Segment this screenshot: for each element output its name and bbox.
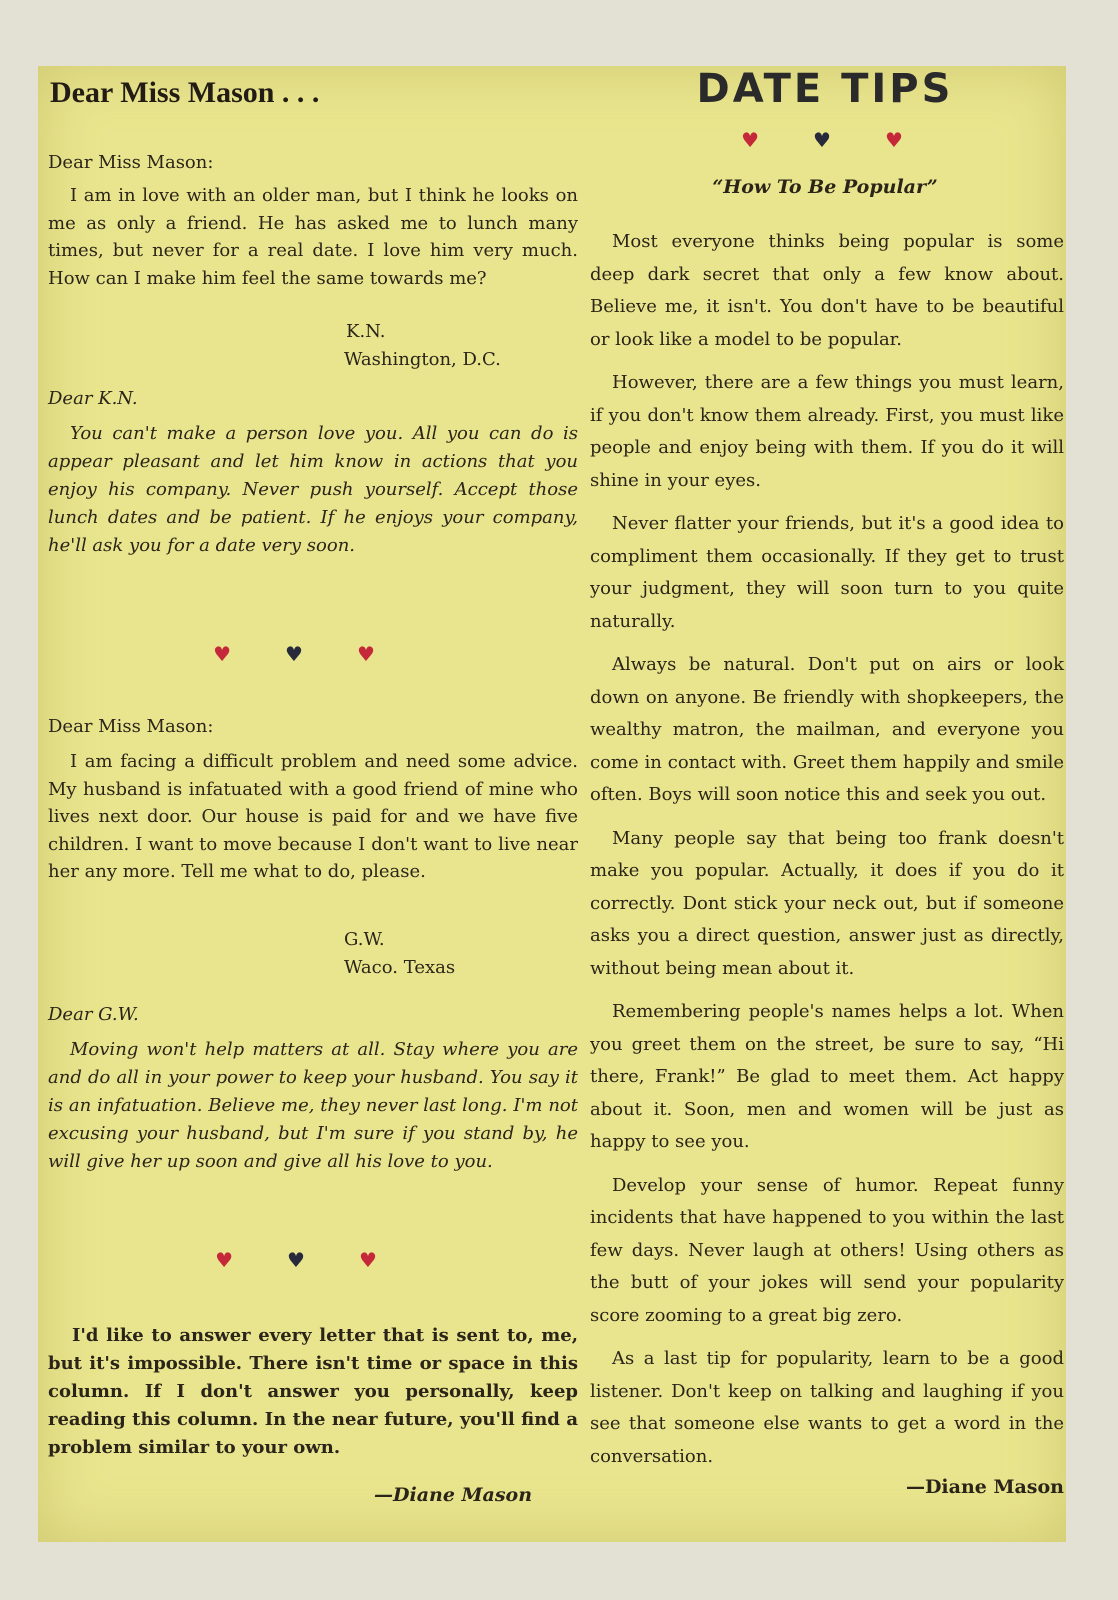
letter-signoff xyxy=(344,926,455,982)
heart-icon: ♥ xyxy=(215,1248,288,1272)
tip-paragraph: Always be natural. Don't put on airs or look down on anyone. Be friendly with shopkeepers, the wealthy matron, the mailman, and everyone you come in contact with. Greet them happily and smile often. Boys will soon notice this and seek you out. xyxy=(590,654,1064,805)
letter-salutation: Dear Miss Mason: xyxy=(48,152,214,173)
heart-icon: ♥ xyxy=(356,642,429,666)
tip-paragraph: However, there are a few things you must learn, if you don't know them already. First, you must like people and enjoy being with them. If you do it will shine in your eyes. xyxy=(590,372,1064,491)
heart-divider xyxy=(610,128,1088,152)
tip-paragraph: Remembering people's names helps a lot. When you greet them on the street, be sure to say, “Hi there, Frank!” Be glad to meet them. Act happy about it. Soon, men and women will be just as happy to see you. xyxy=(590,1001,1064,1152)
reply-1 xyxy=(48,384,578,560)
tip-paragraph: Develop your sense of humor. Repeat funny incidents that have happened to you within the last few days. Never laugh at others! Using others as the butt of your jokes will send your popularity score zooming to a great big zero. xyxy=(590,1174,1064,1326)
letter-place: Waco. Texas xyxy=(344,957,456,978)
letter-initials: G.W. xyxy=(344,929,385,950)
heart-divider xyxy=(58,1248,588,1272)
tip-paragraph: Most everyone thinks being popular is some deep dark secret that only a few know about. Believe me, it isn't. You don't have to be beautiful or look like a model to be popular. xyxy=(590,231,1064,350)
magazine-page xyxy=(38,66,1066,1542)
letter-body: I am in love with an older man, but I think he looks on me as only a friend. He has asked me to lunch many times, but never for a real date. I love him very much. How can I make him feel the same towards me? xyxy=(48,185,578,289)
letter-signoff xyxy=(344,318,501,374)
letter-salutation: Dear Miss Mason: xyxy=(48,716,214,737)
author-signature: —Diane Mason xyxy=(374,1484,533,1506)
reply-salutation: Dear K.N. xyxy=(48,388,138,409)
heart-icon: ♥ xyxy=(741,128,814,152)
date-tips-title: DATE TIPS xyxy=(696,66,954,112)
tip-paragraph: As a last tip for popularity, learn to be a good listener. Don't keep on talking and laughing if you see that someone else wants to get a word in the conversation. xyxy=(590,1348,1064,1467)
heart-divider xyxy=(56,642,586,666)
reply-salutation: Dear G.W. xyxy=(48,1004,139,1025)
column-title: Dear Miss Mason . . . xyxy=(50,76,320,109)
tip-paragraph: Never flatter your friends, but it's a good idea to compliment them occasionally. If they get to trust your judgment, they will soon turn to you quite naturally. xyxy=(590,513,1064,632)
tip-paragraph: Many people say that being too frank doesn't make you popular. Actually, it does if you do it correctly. Dont stick your neck out, but if someone asks you a direct question, answer just as directly, without being mean about it. xyxy=(590,827,1064,979)
heart-icon: ♥ xyxy=(813,128,885,152)
heart-icon: ♥ xyxy=(213,642,286,666)
date-tips-body xyxy=(590,226,1064,1484)
letter-initials: K.N. xyxy=(346,321,386,342)
author-signature: —Diane Mason xyxy=(905,1476,1064,1498)
heart-icon: ♥ xyxy=(358,1248,431,1272)
heart-icon: ♥ xyxy=(287,1248,359,1272)
letter-1 xyxy=(48,148,578,370)
heart-icon: ♥ xyxy=(884,128,957,152)
heart-icon: ♥ xyxy=(285,642,357,666)
closing-text: I'd like to answer every letter that is sent to, me, but it's impossible. There isn't time or space in this column. If I don't answer you personally, keep reading this column. In the near future, you'll find a problem similar to your own. xyxy=(48,1325,578,1458)
reply-body: Moving won't help matters at all. Stay where you are and do all in your power to keep your husband. You say it is an infatuation. Believe me, they never last long. I'm not excusing your husband, but I'm sure if you stand by, he will give her up soon and give all his love to you. xyxy=(48,1039,578,1172)
closing-note xyxy=(48,1322,578,1462)
date-tips-subtitle: “How To Be Popular” xyxy=(712,176,938,198)
letter-place: Washington, D.C. xyxy=(344,349,501,370)
reply-body: You can't make a person love you. All you can do is appear pleasant and let him know in actions that you enjoy his company. Never push yourself. Accept those lunch dates and be patient. If he enjoys your company, he'll ask you for a date very soon. xyxy=(48,423,578,556)
letter-body: I am facing a difficult problem and need some advice. My husband is infatuated with a good friend of mine who lives next door. Our house is paid for and we have five children. I want to move because I don't want to live near her any more. Tell me what to do, please. xyxy=(48,751,578,882)
letter-2 xyxy=(48,712,578,978)
reply-2 xyxy=(48,1000,578,1176)
